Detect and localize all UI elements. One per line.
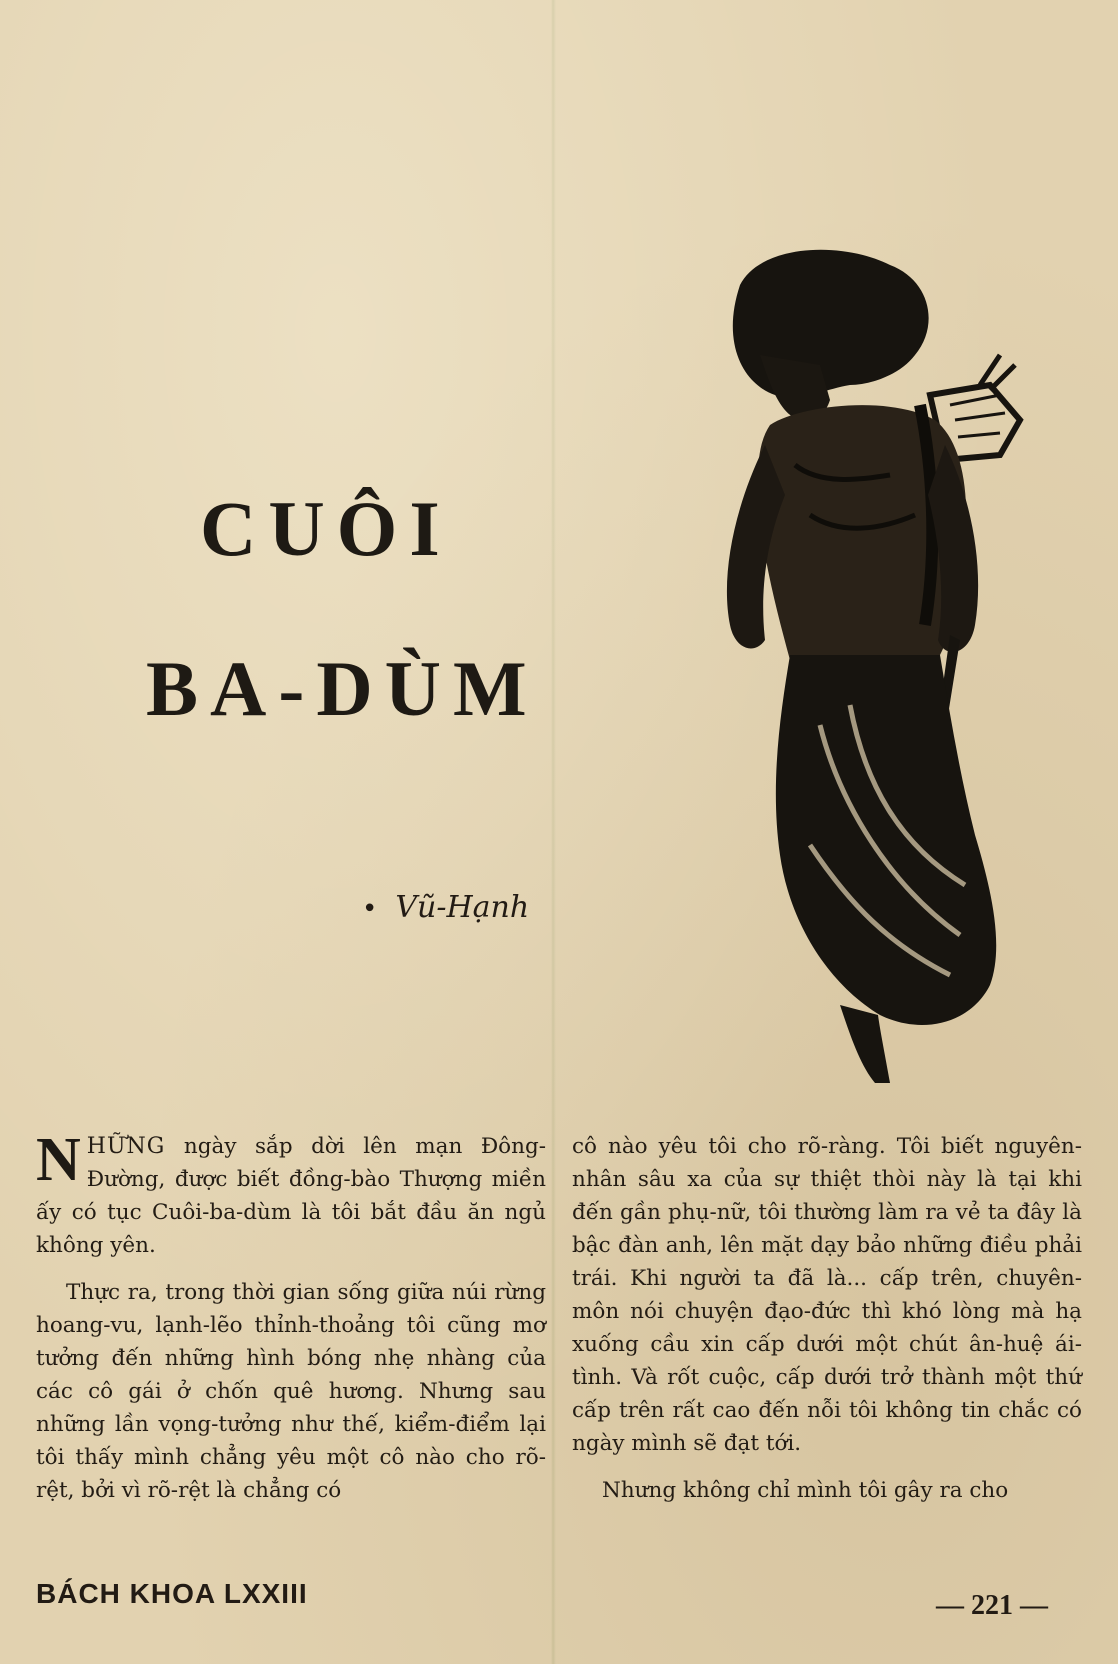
- title-line-1: CUÔI: [200, 485, 452, 572]
- woman-carrying-basket-illustration: [700, 245, 1090, 1085]
- page-number: — 221 —: [936, 1590, 1048, 1621]
- opening-caps: HỮNG: [86, 1134, 166, 1159]
- title-line-2: BA-DÙM: [146, 645, 539, 732]
- article-paragraph: Nhưng không chỉ mình tôi gây ra cho: [602, 1478, 1009, 1503]
- publication-name: BÁCH KHOA LXXIII: [36, 1578, 308, 1609]
- legs-shape: [840, 1005, 890, 1083]
- hair-shape: [733, 250, 929, 399]
- author-byline: [362, 890, 529, 925]
- byline-bullet: •: [362, 894, 378, 924]
- article-paragraph: Thực ra, trong thời gian sống giữa núi rừng hoang-vu, lạnh-lẽo thỉnh-thoảng tôi cũng mơ tưởng đến những hình bóng nhẹ nhàng của các cô gái ở chốn quê hương. Nhưng sau những lần vọng-tưởng như thế, kiểm-điểm lại tôi thấy mình chẳng yêu một cô nào cho rõ-rệt, bởi vì rõ-rệt là chẳng có: [36, 1280, 546, 1503]
- article-paragraph: cô nào yêu tôi cho rõ-ràng. Tôi biết nguyên-nhân sâu xa của sự thiệt thòi này là tại khi đến gần phụ-nữ, tôi thường làm ra vẻ ta đây là bậc đàn anh, lên mặt dạy bảo những điều phải trái. Khi người ta đã là... cấp trên, chuyên-môn nói chuyện đạo-đức thì khó lòng mà hạ xuống cầu xin cấp dưới một chút ân-huệ ái-tình. Và rốt cuộc, cấp dưới trở thành một thứ cấp trên rất cao đến nỗi tôi không tin chắc có ngày mình sẽ đạt tới.: [572, 1134, 1082, 1456]
- article-column-right: [572, 1130, 1082, 1507]
- paragraph-text: ngày sắp dời lên mạn Đông-Đường, được biết đồng-bào Thượng miền ấy có tục Cuôi-ba-dùm là tôi bắt đầu ăn ngủ không yên.: [36, 1134, 546, 1258]
- article-column-left: [36, 1126, 546, 1507]
- drop-cap: N: [36, 1126, 81, 1194]
- article-paragraph: [36, 1126, 546, 1262]
- skirt-shape: [776, 655, 996, 1025]
- author-name: Vũ-Hạnh: [395, 890, 530, 925]
